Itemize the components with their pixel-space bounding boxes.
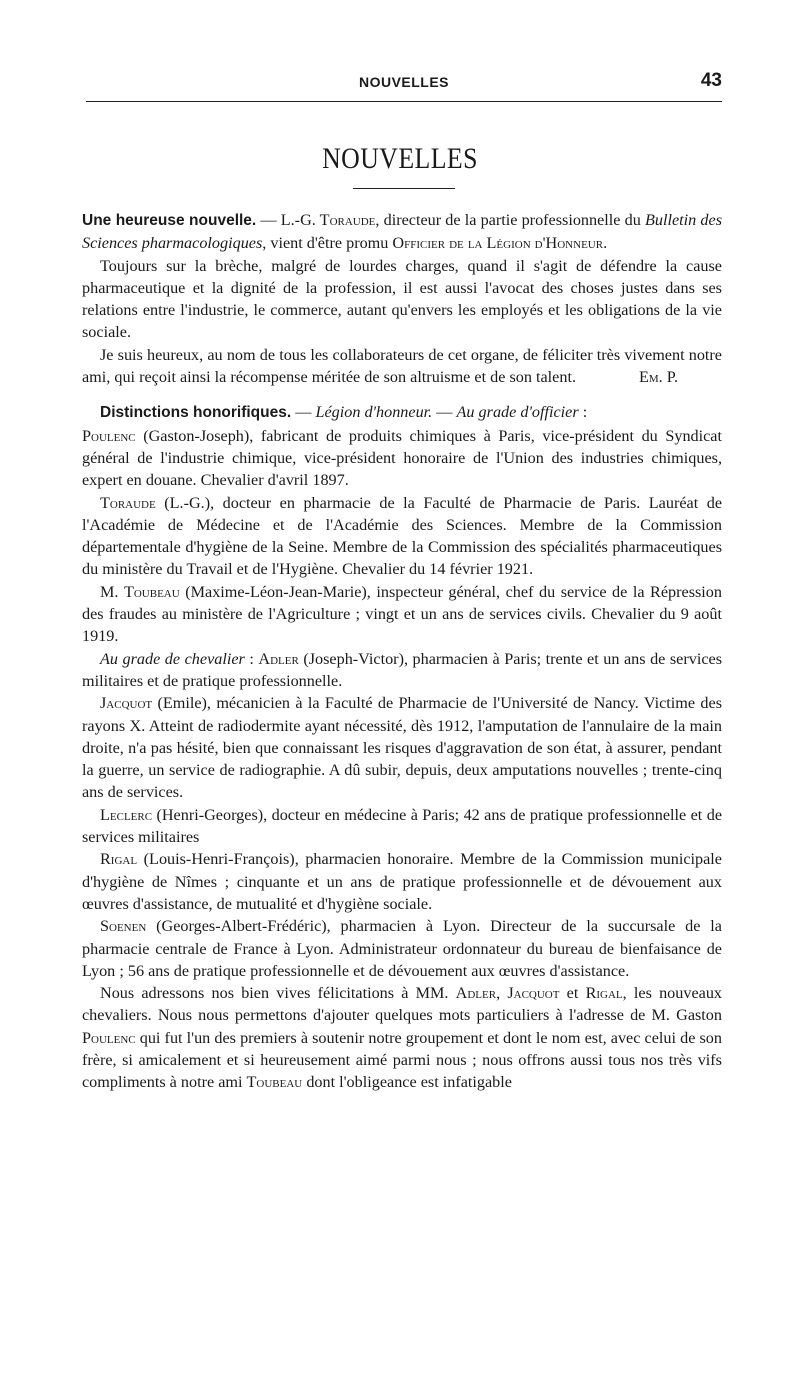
list-item <box>82 581 722 648</box>
person-name: Jacquot <box>100 694 153 713</box>
text-run: , <box>496 984 508 1003</box>
person-name: Rigal <box>100 850 138 869</box>
paragraph-distinctions <box>82 401 722 491</box>
section-lead: Une heureuse nouvelle. <box>82 212 257 229</box>
dash: — <box>432 403 457 422</box>
person-name: Leclerc <box>100 805 153 824</box>
person-name: Adler <box>455 984 497 1003</box>
person-name: Soenen <box>100 917 147 936</box>
list-item <box>82 492 722 581</box>
person-name: Toraude <box>100 493 156 512</box>
list-item <box>82 848 722 915</box>
person-name: Toubeau <box>123 582 180 601</box>
person-name: Rigal <box>585 984 623 1003</box>
list-item <box>82 804 722 849</box>
person-name: Poulenc <box>82 1028 136 1047</box>
person-name: Adler <box>258 649 299 668</box>
journal-title: Bulletin des Sciences pharmacologiques <box>82 211 722 253</box>
text-run: Nous adressons nos bien vives félicitations à MM. <box>100 984 456 1003</box>
dash: — <box>256 211 281 229</box>
dash: — <box>291 403 316 422</box>
entry-text: (Louis-Henri-François), pharmacien honoraire. Membre de la Commission municipale d'hygiène de Nîmes ; cinquante et un ans de pratique professionnelle et de dévouement aux œuvres d'assistance, de mutualité et d'hygiène sociale. <box>82 850 722 913</box>
text-run: , les nouveaux chevaliers. Nous nous permettons d'ajouter quelques mots particuliers à l'adresse de M. Gaston <box>82 984 723 1025</box>
list-item <box>82 648 722 693</box>
text-run: : <box>244 649 259 668</box>
award-name: Officier de la Légion d'Honneur. <box>392 234 608 253</box>
text-run: , directeur de la partie professionnelle du <box>375 211 645 229</box>
entry-text: (Emile), mécanicien à la Faculté de Pharmacie de l'Université de Nancy. Victime des rayons X. Atteint de radiodermite ayant nécessité, dès 1912, l'amputation de l'annulaire de la main droite, n'a pas hésité, bien que connaissant les risques d'aggravation de son état, à assurer, pendant la guerre, un service de radiographie. A dû subir, depuis, deux amputations nouvelles ; trente-cinq ans de services. <box>82 694 722 802</box>
text-run: : <box>578 403 588 422</box>
paragraph-closing <box>82 982 722 1093</box>
list-item <box>82 915 722 982</box>
person-name: L.-G. Toraude <box>280 211 376 229</box>
text-run: dont l'obligeance est infatigable <box>302 1073 512 1092</box>
entry-text: (L.-G.), docteur en pharmacie de la Faculté de Pharmacie de Paris. Lauréat de l'Académie de Médecine et de l'Académie des Sciences. Membre de la Commission départementale d'hygiène de la Seine. Membre de la Commission des spécialités pharmaceutiques du ministère du Travail et de l'Hygiène. Chevalier du 14 février 1921. <box>82 493 722 579</box>
grade-heading: Au grade d'officier <box>456 403 579 422</box>
text-run: , vient d'être promu <box>262 234 393 253</box>
text-run: Je suis heureux, au nom de tous les collaborateurs de cet organe, de féliciter très vivement notre ami, qui reçoit ainsi la récompense méritée de son altruisme et de son talent. <box>82 345 722 387</box>
page-number: 43 <box>700 70 722 91</box>
entry-text: (Joseph-Victor), pharmacien à Paris; trente et un ans de services militaires et de pratique professionnelle. <box>82 649 723 690</box>
section-lead: Distinctions honorifiques. <box>100 404 292 422</box>
entry-text: (Gaston-Joseph), fabricant de produits chimiques à Paris, vice-président du Syndicat général de l'industrie chimique, vice-président honoraire de l'Union des industries chimiques, expert en douane. Chevalier d'avril 1897. <box>82 426 722 490</box>
paragraph-announcement <box>82 209 722 255</box>
person-name: Jacquot <box>507 984 560 1003</box>
text-run: qui fut l'un des premiers à soutenir notre groupement et dont le nom est, avec celui de son frère, si amicalement et si heureusement aimé parmi nous ; nous offrons aussi tous nos très vifs compliments à notre ami <box>82 1028 722 1092</box>
text-run: M. <box>100 582 124 601</box>
person-name: Poulenc <box>82 426 136 445</box>
paragraph: Toujours sur la brèche, malgré de lourdes charges, quand il s'agit de défendre la cause pharmaceutique et la dignité de la profession, il est aussi l'avocat des choses justes dans ses relations entre l'industrie, le commerce, autant qu'envers les employés et les obligations de la vie sociale. <box>82 256 722 342</box>
text-run: et <box>559 984 586 1003</box>
article-body <box>82 209 722 1094</box>
page-title: NOUVELLES <box>322 142 478 175</box>
person-name: Toubeau <box>246 1073 303 1092</box>
entry-text: (Henri-Georges), docteur en médecine à Paris; 42 ans de pratique professionnelle et de services militaires <box>82 805 722 847</box>
grade-heading: Au grade de chevalier <box>100 649 245 668</box>
entry-text: (Georges-Albert-Frédéric), pharmacien à Lyon. Directeur de la succursale de la pharmacie centrale de France à Lyon. Administrateur ordonnateur du bureau de bienfaisance de Lyon ; 56 ans de pratique professionnelle et de dévouement aux œuvres d'assistance. <box>82 917 722 980</box>
title-rule <box>353 188 455 189</box>
list-item <box>82 692 722 803</box>
signature: Em. P. <box>638 368 678 387</box>
paragraph-with-signature <box>82 344 722 389</box>
running-header <box>86 70 722 98</box>
entry-text: (Maxime-Léon-Jean-Marie), inspecteur général, chef du service de la Répression des fraudes au ministère de l'Agriculture ; vingt et un ans de services civils. Chevalier du 9 août 1919. <box>82 582 722 646</box>
running-title: NOUVELLES <box>358 74 450 90</box>
header-rule <box>86 101 722 102</box>
decoration-name: Légion d'honneur. <box>315 403 433 422</box>
